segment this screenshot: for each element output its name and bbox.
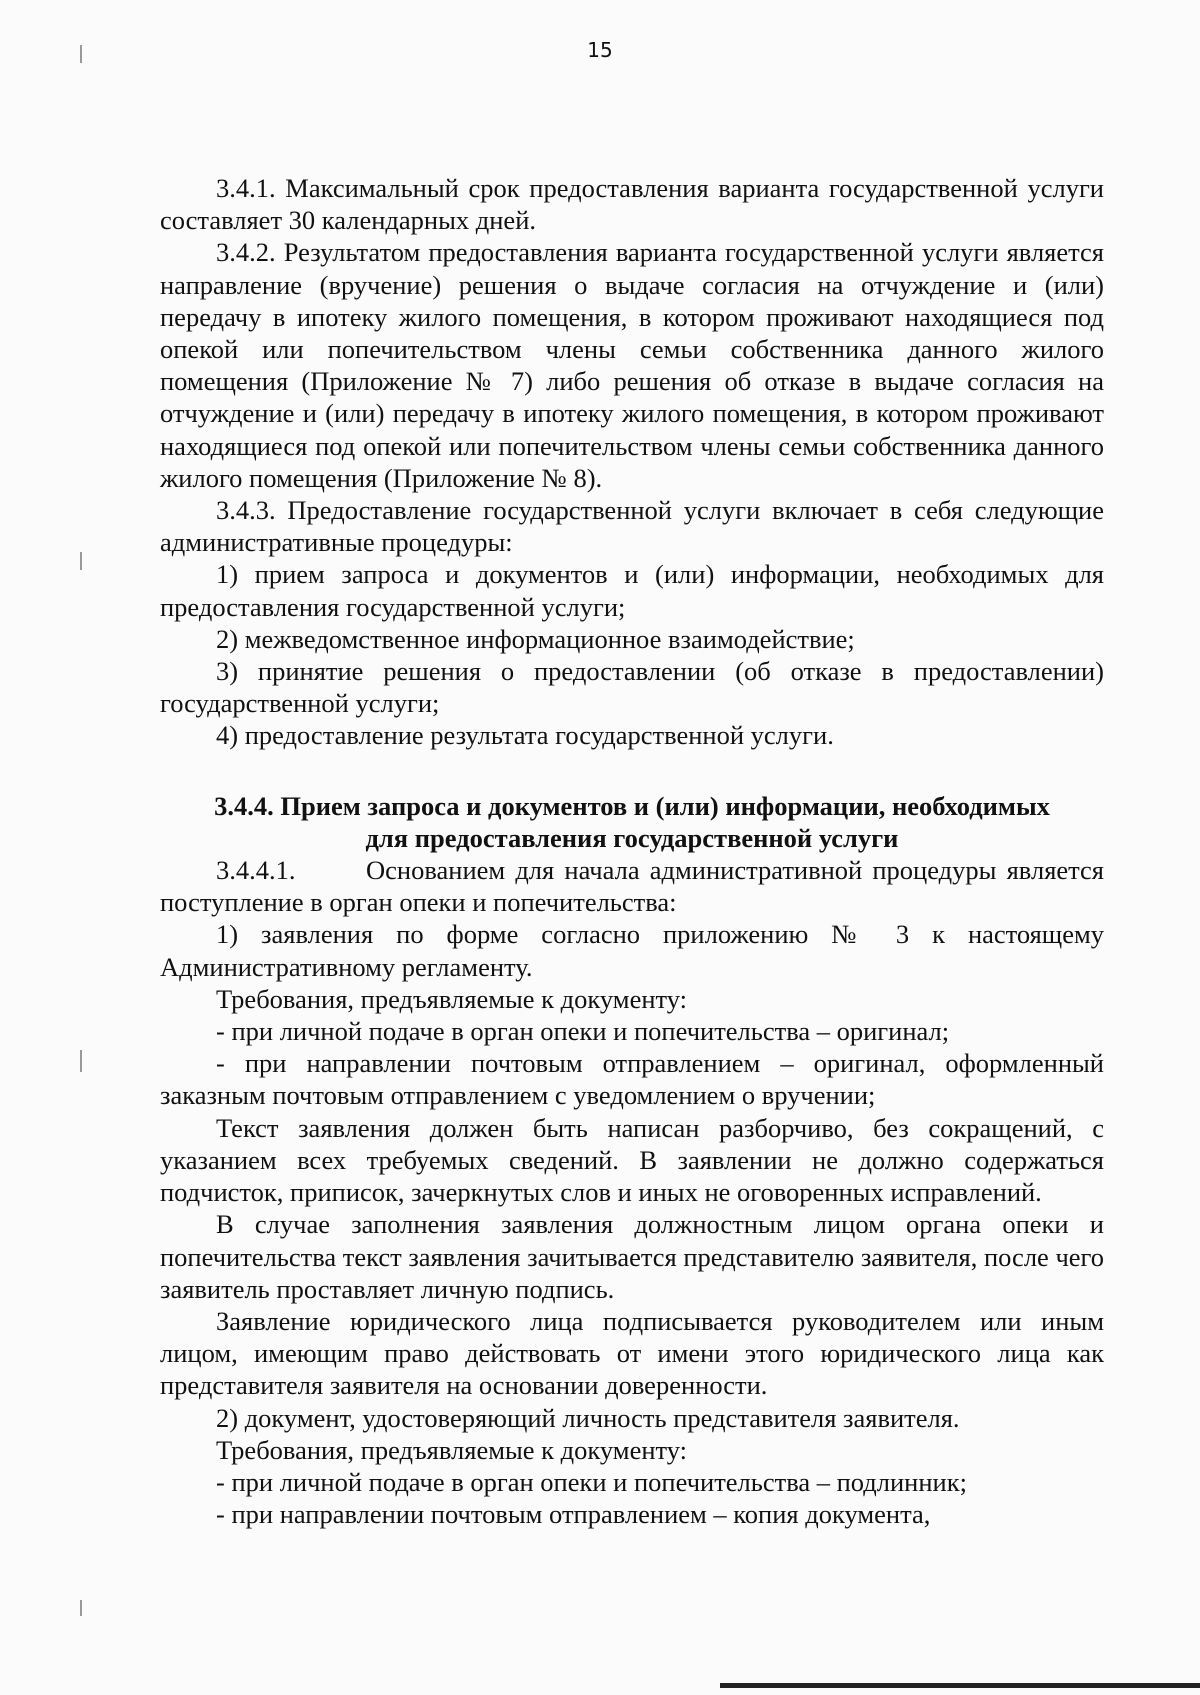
procedure-item-1: 1) прием запроса и документов и (или) информации, необходимых для предоставления государственной услуги; (160, 559, 1104, 622)
paragraph-3-4-4-1 (160, 854, 1104, 918)
legal-entity-paragraph: Заявление юридического лица подписывается руководителем или иным лицом, имеющим право действовать от имени этого юридического лица как представителя заявителя на основании доверенности. (160, 1305, 1104, 1401)
document-body (160, 172, 1104, 1530)
margin-mark (80, 45, 82, 63)
section-heading-3-4-4: 3.4.4. Прием запроса и документов и (или) информации, необходимых для предоставления государственной услуги (214, 790, 1050, 853)
paragraph-number: 3.4.4.1. (216, 855, 296, 886)
paragraph-3-4-2: 3.4.2. Результатом предоставления варианта государственной услуги является направление (вручение) решения о выдаче согласия на отчуждение и (или) передачу в ипотеку жилого помещения, в котором проживают находящиеся под опекой или попечительством члены семьи собственника данного жилого помещения (Приложение № 7) либо решения об отказе в выдаче согласия на отчуждение и (или) передачу в ипотеку жилого помещения, в котором проживают находящиеся под опекой или попечительством члены семьи собственника данного жилого помещения (Приложение № 8). (160, 237, 1104, 493)
requirements-heading-1: Требования, предъявляемые к документу: (216, 983, 688, 1014)
text-requirements: Текст заявления должен быть написан разборчиво, без сокращений, с указанием всех требуемых сведений. В заявлении не должно содержаться подчисток, приписок, зачеркнутых слов и иных не оговоренных исправлений. (160, 1112, 1104, 1208)
requirements-heading-2: Требования, предъявляемые к документу: (216, 1434, 688, 1465)
procedure-item-3: 3) принятие решения о предоставлении (об отказе в предоставлении) государственной услуги; (160, 656, 1104, 719)
requirement-1a: - при личной подаче в орган опеки и попечительства – оригинал; (216, 1016, 950, 1047)
margin-mark (80, 1600, 82, 1616)
document-item-2: 2) документ, удостоверяющий личность представителя заявителя. (216, 1402, 960, 1433)
margin-mark (80, 552, 82, 570)
requirement-2b: - при направлении почтовым отправлением – копия документа, (216, 1499, 931, 1530)
requirement-1b: - при направлении почтовым отправлением – оригинал, оформленный заказным почтовым отправлением с уведомлением о вручении; (160, 1048, 1104, 1111)
page-number: 15 (587, 38, 613, 62)
paragraph-text: Основанием для начала административной процедуры является поступление в орган опеки и попечительства: (160, 855, 1104, 918)
requirement-2a: - при личной подаче в орган опеки и попечительства – подлинник; (216, 1466, 967, 1497)
paragraph-3-4-3: 3.4.3. Предоставление государственной услуги включает в себя следующие административные процедуры: (160, 495, 1104, 558)
margin-mark (80, 1050, 82, 1072)
procedure-item-2: 2) межведомственное информационное взаимодействие; (216, 623, 855, 654)
document-item-1: 1) заявления по форме согласно приложению № 3 к настоящему Административному регламенту. (160, 919, 1104, 982)
procedure-item-4: 4) предоставление результата государственной услуги. (216, 720, 834, 751)
paragraph-3-4-1: 3.4.1. Максимальный срок предоставления варианта государственной услуги составляет 30 календарных дней. (160, 173, 1104, 236)
bottom-rule (720, 1683, 1200, 1688)
fill-case-paragraph: В случае заполнения заявления должностным лицом органа опеки и попечительства текст заявления зачитывается представителю заявителя, после чего заявитель проставляет личную подпись. (160, 1209, 1104, 1304)
